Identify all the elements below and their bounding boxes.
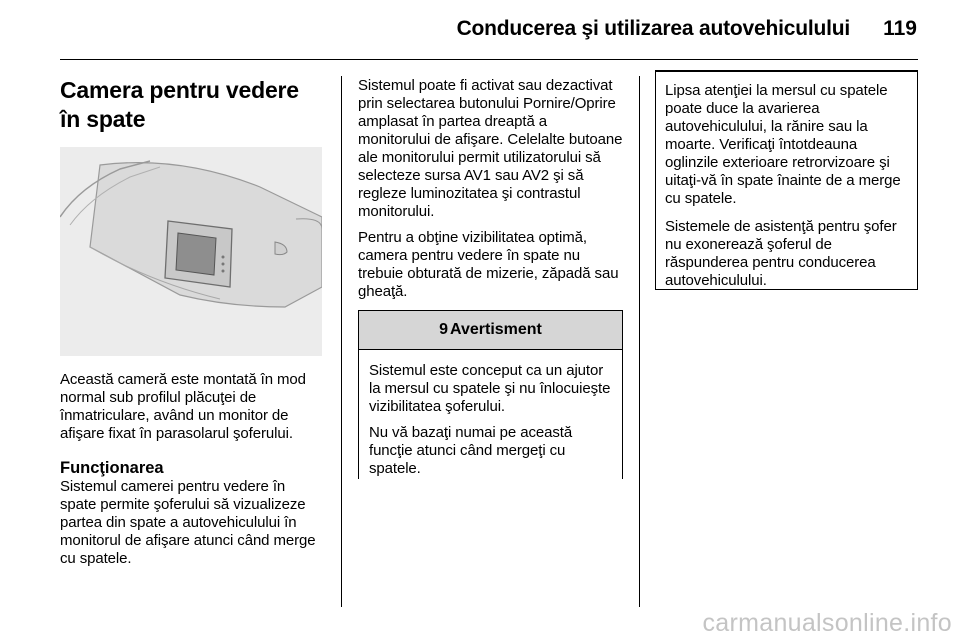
intro-paragraph: Această cameră este montată în mod normal sub profilul plăcuţei de înmatriculare, având un monitor de afişare fixat în parasolarul şoferului.: [60, 371, 306, 442]
activation-paragraph: Sistemul poate fi activat sau dezactivat prin selectarea butonului Pornire/Oprire amplasat în partea dreaptă a monitorului de afişare. Celelalte butoane ale monitorului permit utilizatorului să selecteze sursa AV1 sau AV2 şi să regleze luminozitatea şi contrastul monitorului.: [358, 77, 623, 220]
warning-box: [358, 310, 623, 479]
warning-paragraph-2: Nu vă bazaţi numai pe această funcţie atunci când mergeţi cu spatele.: [369, 424, 573, 477]
visibility-paragraph: Pentru a obţine vizibilitatea optimă, camera pentru vedere în spate nu trebuie obturată de mizerie, zăpadă sau gheaţă.: [358, 229, 619, 300]
caution-paragraph-1: Lipsa atenţiei la mersul cu spatele poate duce la avarierea autovehiculului, la rănire sau la moarte. Verificaţi întotdeauna oglinzile exterioare retrorvizoare şi uitaţi-vă în spate înainte de a merge cu spatele.: [665, 82, 901, 207]
sun-visor-monitor-illustration: [60, 147, 322, 356]
warning-title: Avertisment: [450, 321, 542, 338]
running-header-title: Conducerea şi utilizarea autovehiculului: [456, 17, 850, 40]
section-title: Camera pentru vedere în spate: [60, 77, 299, 132]
column-divider-right: [639, 76, 640, 607]
warning-header: [359, 310, 622, 350]
warning-paragraph-1: Sistemul este conceput ca un ajutor la mersul cu spatele şi nu înlocuieşte vizibilitatea şoferului.: [369, 362, 611, 415]
column-1: [60, 76, 325, 576]
function-paragraph: Sistemul camerei pentru vedere în spate permite şoferului să vizualizeze partea din spate a autovehiculului în monitorul de afişare atunci când merge cu spatele.: [60, 478, 316, 567]
column-divider-left: [341, 76, 342, 607]
warning-body: [359, 350, 622, 479]
caution-paragraph-2: Sistemele de asistenţă pentru şofer nu exonerează şoferul de răspunderea pentru conducerea autovehiculului.: [665, 218, 897, 289]
display-monitor: [165, 221, 232, 287]
subheading-function: Funcţionarea: [60, 459, 164, 477]
column-3: [655, 70, 920, 290]
header-rule: [60, 59, 918, 60]
page-number: 119: [883, 17, 917, 40]
watermark: carmanualsonline.info: [702, 609, 952, 637]
column-2: [358, 77, 623, 479]
caution-box: [655, 70, 918, 290]
sun-visor-drawing: [60, 147, 322, 356]
warning-icon: 9: [439, 321, 448, 338]
